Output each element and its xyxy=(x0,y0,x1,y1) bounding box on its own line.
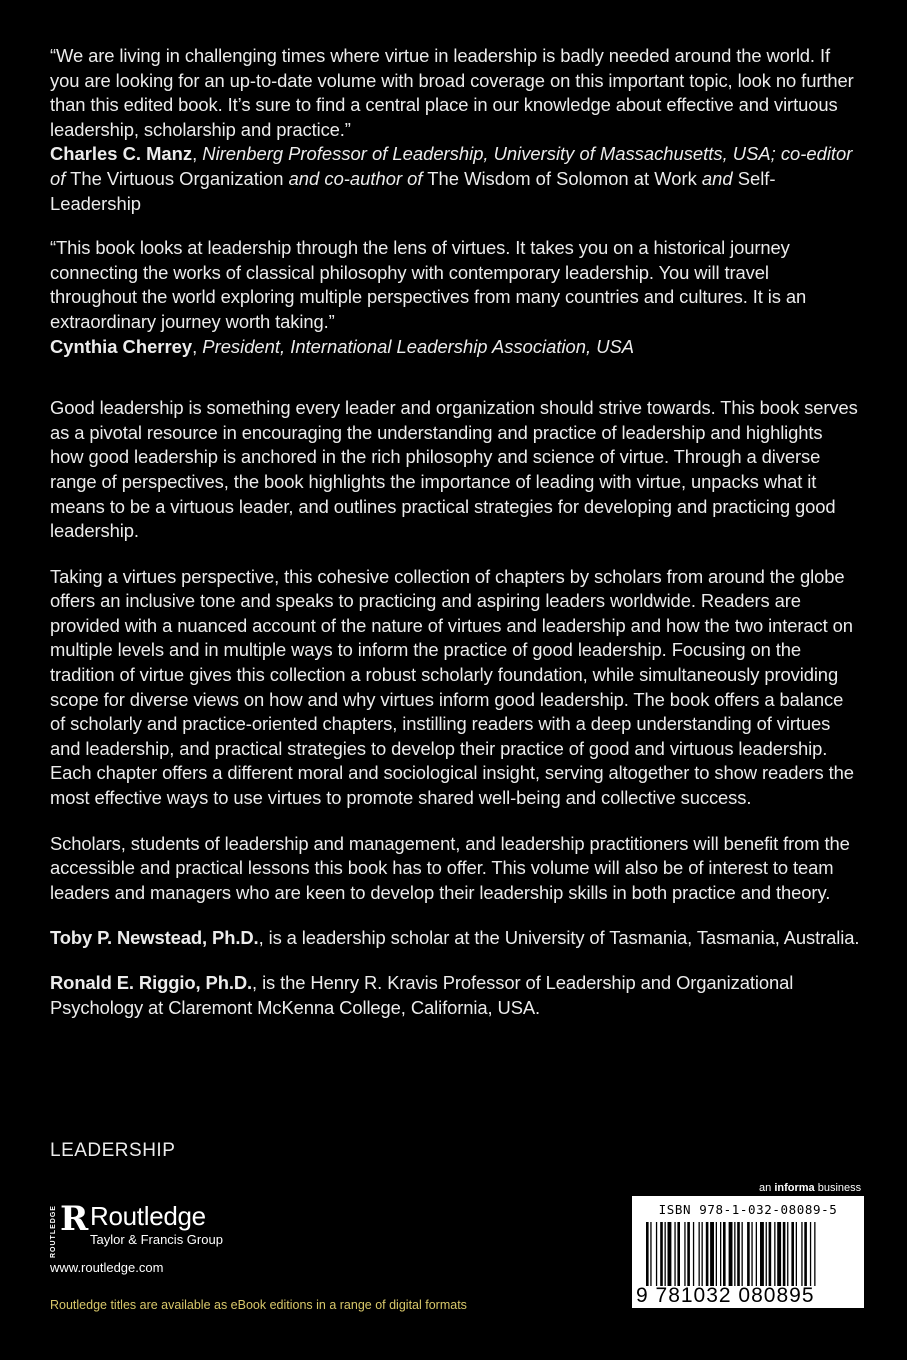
barcode-bar xyxy=(699,1222,700,1286)
endorsement-quote-cherrey xyxy=(50,236,860,359)
isbn-label: ISBN 978-1-032-08089-5 xyxy=(658,1202,838,1217)
barcode-bar xyxy=(687,1222,690,1286)
barcode-bar xyxy=(747,1222,750,1286)
barcode-bar xyxy=(684,1222,685,1286)
barcode-bar xyxy=(760,1222,764,1286)
routledge-logo-icon: ROUTLEDGE R xyxy=(50,1199,89,1258)
barcode-bar xyxy=(810,1222,811,1286)
quote-attribution: Charles C. Manz, Nirenberg Professor of Leadership, University of Massachusetts, USA; co-editor of The Virtuous Organization and co-author of The Wisdom of Solomon at Work and Self-Leadership xyxy=(50,143,853,214)
barcode-bar xyxy=(674,1222,675,1286)
quote-text: “We are living in challenging times where virtue in leadership is badly needed around the world. If you are looking for an up-to-date volume with broad coverage on this important topic, look no further than this edited book. It’s sure to find a central place in our knowledge about effective and virtuous leadership, scholarship and practice.” xyxy=(50,45,854,140)
barcode-bar xyxy=(665,1222,666,1286)
barcode-bar xyxy=(668,1222,672,1286)
barcode-bar xyxy=(677,1222,680,1286)
barcode-bar xyxy=(706,1222,709,1286)
barcode-bar xyxy=(814,1222,815,1286)
barcode-bar xyxy=(720,1222,721,1286)
barcode-bar xyxy=(787,1222,788,1286)
blurb-paragraph: Taking a virtues perspective, this cohesive collection of chapters by scholars from around the globe offers an inclusive tone and speaks to practicing and aspiring leaders worldwide. Readers are provided with a nuanced account of the nature of virtues and leadership and how the two interact on multiple levels and in multiple ways to inform the practice of good leadership. Focusing on the tradition of virtue gives this collection a robust scholarly foundation, while simultaneously providing scope for diverse views on how and why virtues inform good leadership. The book offers a balance of scholarly and practice-oriented chapters, instilling readers with a deep understanding of virtues and leadership, and practical strategies to develop their practice of good and virtuous leadership. Each chapter offers a different moral and sociological insight, serving altogether to show readers the most effective ways to use virtues to promote shared well-being and collective success. xyxy=(50,565,854,809)
barcode-bar xyxy=(804,1222,807,1286)
barcode-bar xyxy=(766,1222,767,1286)
barcode-bar xyxy=(660,1222,663,1286)
barcode-bar xyxy=(646,1222,649,1286)
endorser-name: Cynthia Cherrey xyxy=(50,335,193,357)
barcode-bar xyxy=(751,1222,752,1286)
blurb-paragraph: Scholars, students of leadership and management, and leadership practitioners will benefit from the accessible and practical lessons this book has to offer. This volume will also be of interest to team leaders and managers who are keen to develop their leadership skills in both practice and theory. xyxy=(50,832,850,903)
barcode-bar xyxy=(801,1222,802,1286)
publisher-group: Taylor & Francis Group xyxy=(90,1232,223,1247)
barcode-bar xyxy=(729,1222,733,1286)
barcode-bar xyxy=(710,1222,714,1286)
barcode-bar xyxy=(716,1222,717,1286)
barcode-bar xyxy=(777,1222,781,1286)
isbn-barcode xyxy=(632,1196,864,1308)
editor-bio-newstead: Toby P. Newstead, Ph.D., is a leadership scholar at the University of Tasmania, Tasmania, Australia. xyxy=(50,927,860,949)
barcode-bar xyxy=(774,1222,775,1286)
barcode-bar xyxy=(734,1222,735,1286)
barcode-bar xyxy=(702,1222,703,1286)
barcode-bar xyxy=(783,1222,786,1286)
barcode-bars xyxy=(646,1222,850,1286)
barcode-bar xyxy=(791,1222,794,1286)
barcode-bar xyxy=(756,1222,757,1286)
ebook-note: Routledge titles are available as eBook editions in a range of digital formats xyxy=(50,1298,467,1312)
publisher-logo xyxy=(50,1196,223,1258)
barcode-bar xyxy=(742,1222,743,1286)
blurb-paragraph: Good leadership is something every leader and organization should strive towards. This book serves as a pivotal resource in encouraging the understanding and practice of leadership and highlights how good leadership is anchored in the rich philosophy and science of virtue. Through a diverse range of perspectives, the book highlights the importance of leading with virtue, unpacks what it means to be a virtuous leader, and outlines practical strategies for developing and practicing good leadership. xyxy=(50,397,858,542)
endorser-name: Charles C. Manz xyxy=(50,143,193,165)
informa-business-tag: an informa business xyxy=(759,1182,862,1194)
barcode-bar xyxy=(769,1222,772,1286)
endorsement-quote-manz xyxy=(50,44,860,216)
quote-attribution: Cynthia Cherrey, President, International Leadership Association, USA xyxy=(50,335,635,357)
barcode-bar xyxy=(737,1222,740,1286)
quote-text: “This book looks at leadership through the lens of virtues. It takes you on a historical journey connecting the works of classical philosophy with contemporary leadership. You will travel throughout the world exploring multiple perspectives from many countries and cultures. It is an extraordinary journey worth taking.” xyxy=(50,237,807,332)
back-cover-text xyxy=(50,44,860,1020)
subject-category: LEADERSHIP xyxy=(50,1140,176,1161)
editor-bio-riggio: Ronald E. Riggio, Ph.D., is the Henry R. Kravis Professor of Leadership and Organizational Psychology at Claremont McKenna College, California, USA. xyxy=(50,972,794,1018)
barcode-bar xyxy=(656,1222,657,1286)
barcode-bar xyxy=(796,1222,797,1286)
barcode-bar xyxy=(693,1222,694,1286)
publisher-website: www.routledge.com xyxy=(50,1260,164,1275)
barcode-bar xyxy=(723,1222,726,1286)
publisher-name: Routledge xyxy=(90,1201,206,1231)
barcode-number: 9 781032 080895 xyxy=(636,1284,815,1307)
barcode-bar xyxy=(650,1222,651,1286)
